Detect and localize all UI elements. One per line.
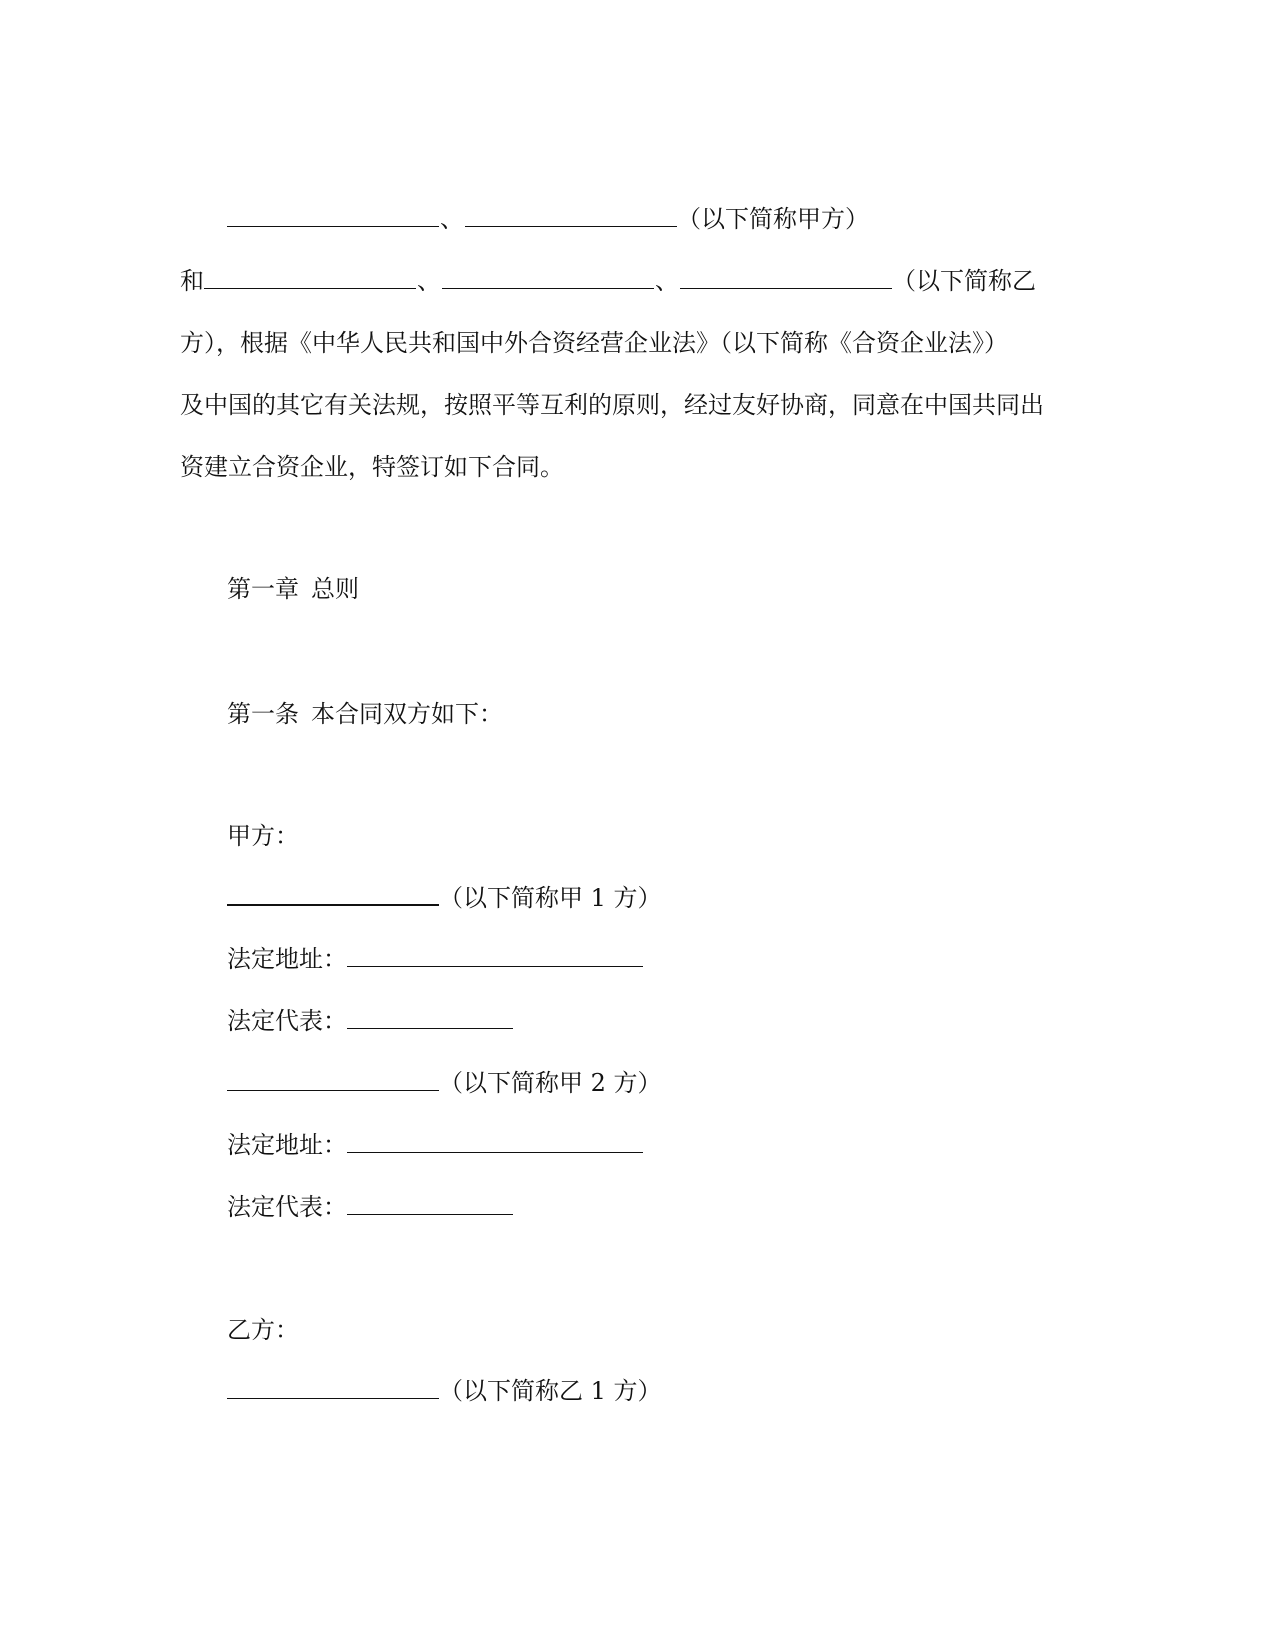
separator: 、 [440,205,464,233]
party-a-member2-address-line [227,1130,643,1160]
party-a-member1-suffix: （以下简称甲 1 方） [439,884,662,912]
preamble-line-1-suffix: （以下简称甲方） [677,205,869,233]
article-number: 第一条 [227,700,299,728]
party-a-member2-name-blank [465,204,677,227]
address-label: 法定地址： [227,1131,347,1159]
party-a-member1-name-blank [227,204,439,227]
address-blank [347,944,643,967]
representative-blank [347,1192,513,1215]
chapter-heading [227,574,359,604]
article-text: 本合同双方如下： [311,700,503,728]
party-a-member2-blank [227,1068,439,1091]
party-b-heading: 乙方： [227,1316,299,1344]
preamble-line-2 [180,266,1036,296]
representative-blank [347,1006,513,1029]
party-a-heading: 甲方： [227,822,299,850]
party-b-member1-name-blank [204,266,416,289]
party-a-member2-line [227,1068,662,1098]
representative-label: 法定代表： [227,1007,347,1035]
preamble-line-1 [227,204,869,234]
party-a-member2-suffix: （以下简称甲 2 方） [439,1069,662,1097]
party-a-member1-address-line [227,944,643,974]
chapter-title: 总则 [311,575,359,603]
chapter-number: 第一章 [227,575,299,603]
party-a-member1-rep-line [227,1006,513,1036]
separator: 、 [655,267,679,295]
preamble-line-2-suffix: （以下简称乙 [892,267,1036,295]
preamble-line-5: 资建立合资企业，特签订如下合同。 [180,453,564,481]
party-b-member1-suffix: （以下简称乙 1 方） [439,1377,662,1405]
address-label: 法定地址： [227,945,347,973]
representative-label: 法定代表： [227,1193,347,1221]
party-b-member1-line [227,1376,662,1406]
party-a-member1-blank [227,882,439,906]
address-blank [347,1130,643,1153]
party-b-member2-name-blank [442,266,654,289]
article-heading [227,699,503,729]
preamble-line-4: 及中国的其它有关法规，按照平等互利的原则，经过友好协商，同意在中国共同出 [180,391,1044,419]
separator: 、 [417,267,441,295]
party-a-member2-rep-line [227,1192,513,1222]
party-a-member1-line [227,882,662,913]
preamble-line-3: 方），根据《中华人民共和国中外合资经营企业法》（以下简称《合资企业法》） [180,329,1008,357]
party-b-member3-name-blank [680,266,892,289]
preamble-line-2-prefix: 和 [180,267,204,295]
party-b-member1-blank [227,1376,439,1399]
